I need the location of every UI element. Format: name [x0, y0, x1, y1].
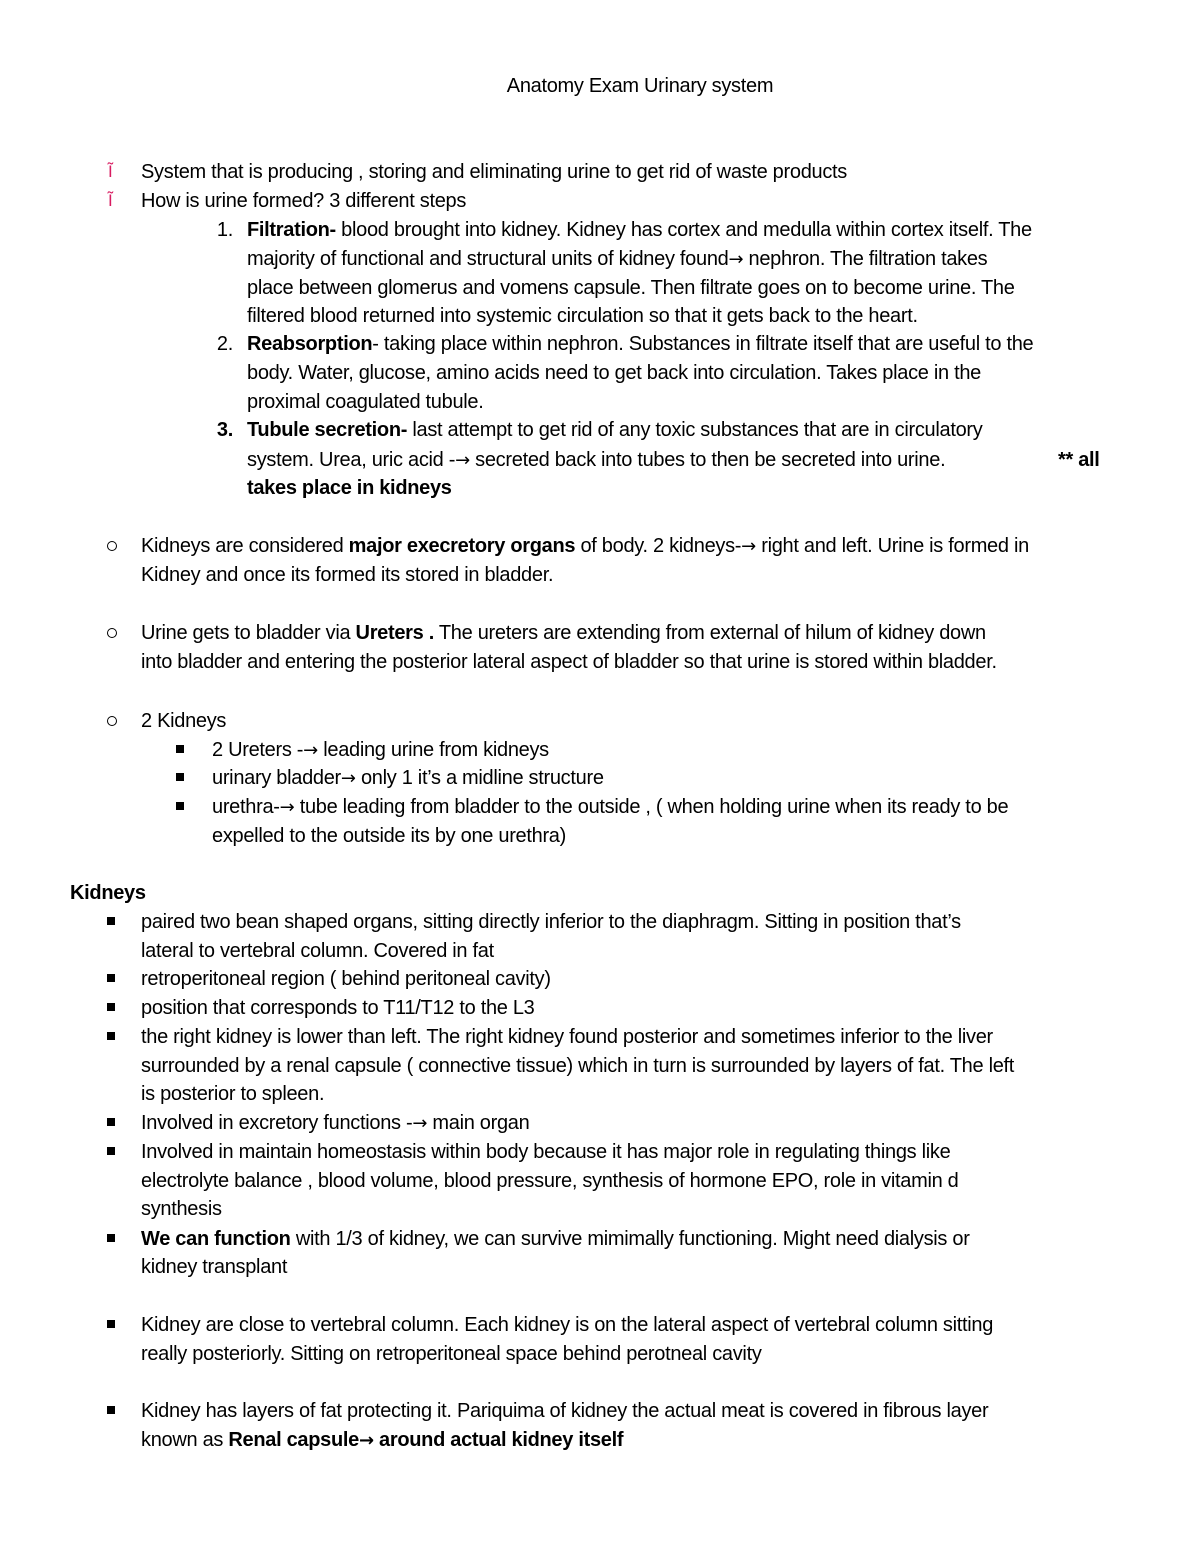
arrow-icon: → [728, 249, 744, 270]
arrow-icon: → [455, 450, 470, 471]
kidney-point: known as Renal capsule→ around actual kidney itself [141, 1429, 624, 1451]
kidney-point: paired two bean shaped organs, sitting directly inferior to the diaphragm. Sitting in position that’s [141, 911, 961, 933]
step-line: Tubule secretion- last attempt to get rid of any toxic substances that are in circulatory [247, 419, 983, 441]
kidneys-major-line: Kidney and once its formed its stored in bladder. [141, 564, 554, 586]
square-bullet-icon [107, 1234, 115, 1242]
kidney-point: surrounded by a renal capsule ( connective tissue) which in turn is surrounded by layers of fat. The left [141, 1055, 1015, 1077]
step-line: system. Urea, uric acid -→ secreted back into tubes to then be secreted into urine. [247, 449, 946, 471]
kidney-point: kidney transplant [141, 1256, 288, 1278]
circle-bullet-icon [107, 716, 117, 726]
kidney-point: electrolyte balance , blood volume, blood pressure, synthesis of hormone EPO, role in vitamin d [141, 1170, 959, 1192]
kidney-point: Kidney has layers of fat protecting it. Pariquima of kidney the actual meat is covered in fibrous layer [141, 1400, 989, 1422]
step-number: 1. [216, 219, 233, 241]
step-line: proximal coagulated tubule. [247, 391, 484, 413]
pink-bullet-icon: Ĩ [108, 191, 113, 210]
square-bullet-icon [107, 1320, 115, 1328]
intro-line: How is urine formed? 3 different steps [141, 190, 467, 212]
square-bullet-icon [176, 802, 184, 810]
sub-item: urinary bladder→ only 1 it’s a midline structure [212, 767, 604, 789]
sub-item: urethra-→ tube leading from bladder to the outside , ( when holding urine when its ready to be [212, 796, 1009, 818]
square-bullet-icon [176, 773, 184, 781]
kidney-point: synthesis [141, 1198, 222, 1220]
step-note: ** all [1058, 449, 1100, 471]
arrow-icon: → [358, 1430, 374, 1451]
kidney-point: lateral to vertebral column. Covered in fat [141, 940, 494, 962]
kidney-point: really posteriorly. Sitting on retroperitoneal space behind perotneal cavity [141, 1343, 762, 1365]
step-line: place between glomerus and vomens capsule. Then filtrate goes on to become urine. The [247, 277, 1015, 299]
kidney-point: Involved in maintain homeostasis within body because it has major role in regulating things like [141, 1141, 951, 1163]
kidney-point: position that corresponds to T11/T12 to the L3 [141, 997, 535, 1019]
step-number: 3. [216, 419, 233, 441]
step-line: filtered blood returned into systemic circulation so that it gets back to the heart. [247, 305, 918, 327]
square-bullet-icon [107, 1032, 115, 1040]
arrow-icon: → [279, 797, 295, 818]
arrow-icon: → [303, 740, 318, 761]
page-title: Anatomy Exam Urinary system [506, 75, 774, 97]
step-line: majority of functional and structural units of kidney found→ nephron. The filtration takes [247, 248, 988, 270]
square-bullet-icon [107, 1003, 115, 1011]
circle-bullet-icon [107, 628, 117, 638]
square-bullet-icon [107, 1147, 115, 1155]
pink-bullet-icon: Ĩ [108, 162, 113, 181]
sub-item: expelled to the outside its by one urethra) [212, 825, 566, 847]
ureters-line: into bladder and entering the posterior lateral aspect of bladder so that urine is stored within bladder. [141, 651, 997, 673]
kidney-point: Involved in excretory functions -→ main organ [141, 1112, 530, 1134]
step-line: body. Water, glucose, amino acids need to get back into circulation. Takes place in the [247, 362, 981, 384]
kidney-point: retroperitoneal region ( behind peritoneal cavity) [141, 968, 551, 990]
two-kidneys-label: 2 Kidneys [141, 710, 227, 732]
arrow-icon: → [340, 768, 356, 789]
circle-bullet-icon [107, 541, 117, 551]
step-line: Filtration- blood brought into kidney. Kidney has cortex and medulla within cortex itself. The [247, 219, 1032, 241]
step-number: 2. [216, 333, 233, 355]
kidney-point: Kidney are close to vertebral column. Each kidney is on the lateral aspect of vertebral column sitting [141, 1314, 994, 1336]
kidney-point: We can function with 1/3 of kidney, we can survive mimimally functioning. Might need dialysis or [141, 1228, 970, 1250]
kidneys-major-line: Kidneys are considered major execretory organs of body. 2 kidneys-→ right and left. Urine is formed in [141, 535, 1029, 557]
sub-item: 2 Ureters -→ leading urine from kidneys [212, 739, 549, 761]
arrow-icon: → [741, 536, 756, 557]
step-line: takes place in kidneys [247, 477, 452, 499]
kidney-point: the right kidney is lower than left. The right kidney found posterior and sometimes inferior to the liver [141, 1026, 993, 1048]
section-heading: Kidneys [70, 882, 146, 904]
arrow-icon: → [412, 1113, 428, 1134]
kidney-point: is posterior to spleen. [141, 1083, 325, 1105]
intro-line: System that is producing , storing and eliminating urine to get rid of waste products [141, 161, 847, 183]
square-bullet-icon [107, 1118, 115, 1126]
square-bullet-icon [107, 974, 115, 982]
square-bullet-icon [107, 1406, 115, 1414]
step-line: Reabsorption- taking place within nephron. Substances in filtrate itself that are useful to the [247, 333, 1034, 355]
square-bullet-icon [176, 745, 184, 753]
square-bullet-icon [107, 917, 115, 925]
ureters-line: Urine gets to bladder via Ureters . The ureters are extending from external of hilum of kidney down [141, 622, 986, 644]
